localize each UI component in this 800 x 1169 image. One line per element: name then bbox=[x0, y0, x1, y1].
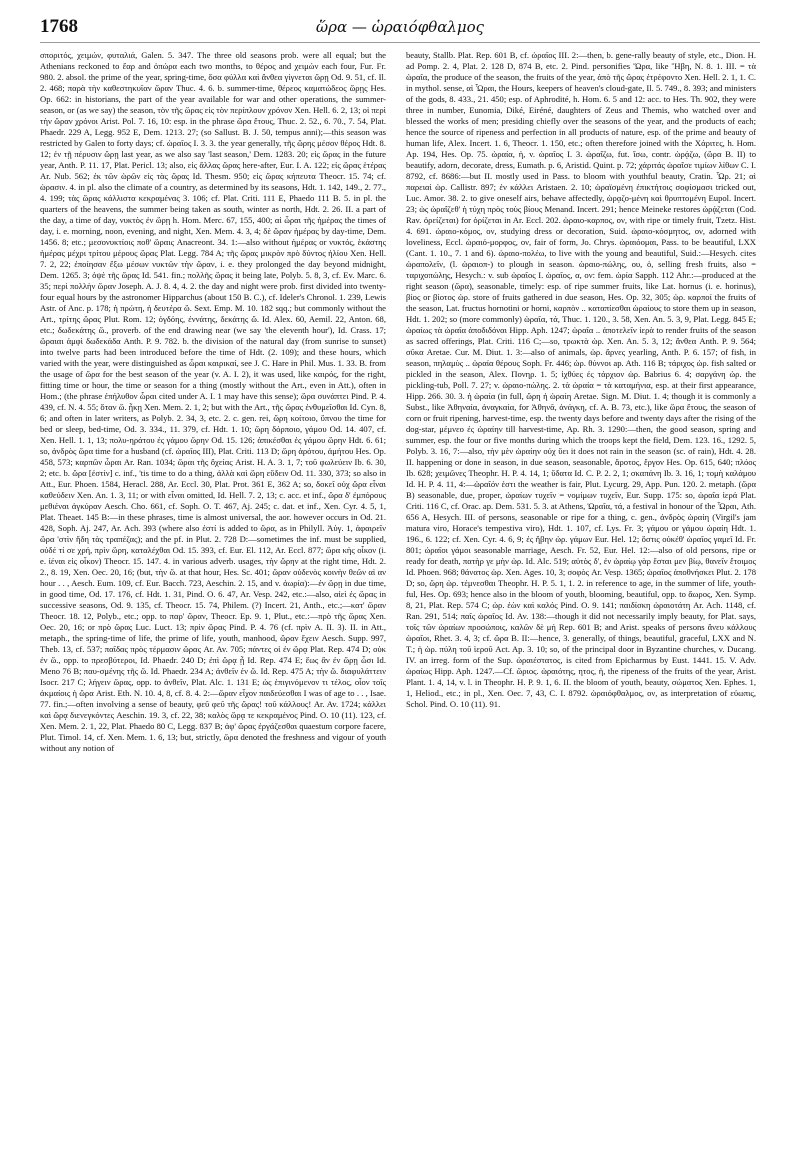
page-number: 1768 bbox=[40, 16, 78, 37]
running-headword: ὥρα — ὡραιόφθαλμος bbox=[315, 18, 485, 36]
right-column-text: beauty, Stallb. Plat. Rep. 601 B, cf. ὡραῖος III. 2:—then, b. gene-rally beauty of style, etc., Dion. H. ad Pomp. 2. 4, Plat. 2. 128 D, 874 B, etc. 2. Pind. personifies Ὥρα, like Ἥβη, N. 8. 1. III. = τὰ ὡραῖα, the produce of the season, the fruits of the year, ἀπὸ τῆς ὥρας ἐτρέφοντο Xen. Hell. 2. 1, 1. C. in mythol. sense, αἱ Ὧραι, the Hours, keepers of heaven's cloud-gate, Il. 5. 749., 8. 393; and ministers of the gods, 8. 433., 21. 450; esp. of Aphrodité, h. Hom. 6. 5 and 12: acc. to Hes. Th. 902, they were three in number, Eunomia, Diké, Eiréné, daughters of Zeus and Themis, who watched over and blessed the works of men; presiding chiefly over the seasons of the year, and the products of each; hence the source of ripeness and perfection in all products of nature, esp. of the prime and beauty of human life, Alex. Incert. 1. 6, Theocr. 1. 150, etc.; often therefore joined with the Χάριτες, h. Hom. Ap. 194, Hes. Op. 75. ὡραία, ἡ, v. ὡραῖος I. 3. ὡραΐζω, fut. ἴσω, contr. ὡρᾴζω, (ὥρα B. II) to beautify, adorn, decorate, dress, Eumath. p. 6, Aristid. Quint. p. 72; χάριτάς ὡραΐσε τιμίων λίθων C. I. 8792, cf. 8686:—but II. mostly used in Pass. to bloom with youthful beauty, Cratin. Ὧρ. 21; αἱ παρειαὶ ὡρ. Callistr. 897; ἐν κάλλει Aristaen. 2. 10; ὡραϊσμένη ἐπικτήτοις σοφίσμασι tricked out, Luc. Amor. 38. 2. to give oneself airs, behave affectedly, ὡρᾳζο-μένη καὶ θρυπτομένη Eupol. Incert. 23; ὡς ὡραΐζεθ' ἡ τύχη πρὸς τοὺς βίους Menand. Incert. 291; hence Meineke restores ὡρᾴζεται (Cod. Rav. ὀρείζεται) for ὀρίζεται in Ar. Eccl. 202. ὡραιο-καρπος, ον, with ripe or timely fruit, Tzetz. Hist. 4. 691. ὡραιο-κόμος, ον, studying dress or decoration, Suid. ὡραιο-κόσμητος, ον, adorned with loveliness, Eccl. ὡραιό-μορφος, ον, fair of form, Jo. Chrys. ὡραιόομαι, Pass. to be beautiful, LXX (Cant. 1. 10., 7. 1 and 6). ὡραιο-πολέω, to live with the young and beautiful, Suid.:—Hesych. cites ὡραπολεῖν, (l. ὡραιοπ-) to plough in season. ὡραιο-πώλης, ου, ὁ, selling fresh fruits, also = ταριχοπώλης, Hesych.: v. sub ὡραῖος I. ὡραῖος, α, ον: fem. ὡρία Sapph. 112 Ahr.:—produced at the right season (ὥρα), seasonable, timely: esp. of ripe summer fruits, like Lat. hornus (i. e. horinus), βίος or βίοτος ὡρ. store of fruits gathered in due season, Hes. Op. 32, 305; ὡρ. καρποί the fruits of the season, Lat. fructus hornotini or horni, καρπὸν .. καταπίεσθαι ὡραίους to store them up in season, Hdt. 1. 202; so (more commonly) ὡραῖα, τά, Thuc. 1. 120., 3. 58, Xen. An. 5. 3, 9, Plat. Legg. 845 E; ὡραίως τὰ ὡραῖα ἀποδιδόναι Hipp. Aph. 1247; ὡραῖα .. ἀποτελεῖν ἱερὰ to render fruits of the season as sacred offerings, Plat. Criti. 116 C;—so, τρωκτὰ ὡρ. Xen. An. 5. 3, 12; ἄνθεα Anth. P. 9. 564; σῦκα Aretae. Cur. M. Diut. 1. 3:—also of animals, ὡρ. ἄρνες yearling, Anth. P. 6. 157; of fish, in season, πηλαμὺς .. ὡραία θέρους Soph. Fr. 446; ὡρ. θύννοι ap. Ath. 116 B; τάριχος ὡρ. fish salted or pickled in the season, Alex. Πονηρ. 1. 5; ἰχθύες ἐς τάρχιον ὡρ. Babrius 6. 4; σαργάνη ὡρ. the pickling-tub, Poll. 7. 27; v. ὡραιο-πώλης. 2. τὰ ὡραία = τὰ καταμήνια, esp. at their first appearance, Hipp. 266. 30. 3. ἡ ὡραία (in full, ὥρη ἡ ὡραίη Aretae. Sign. M. Diut. 1. 4; though it is commonly a Subst., like Ἀθηναία, ἀναγκαία, for Ἀθηνᾶ, ἀνάγκη, cf. A. B. 73, etc.), like ὥρα ἔτους, the season of corn or fruit ripening, harvest-time, esp. the twenty days before and twenty days after the rising of the dog-star, μέμνεο ἐς ὡραίην till harvest-time, Ap. Rh. 3. 1290:—then, the good season, spring and summer, esp. the four or five months during which the troops kept the field, Dem. 123. 16., 1292. 5, Polyb. 3. 16, 7:—also, τὴν μὲν ὡραίην οὐχ ὕει it does not rain in the season (sc. of rain), Hdt. 4. 28. II. happening or done in season, in due season, seasonable, ἄροτος, ἔργον Hes. Op. 615, 640; πλόος Ib. 628; χειμῶνες Theophr. H. P. 4. 14, 1; ὕδατα Id. C. P. 2. 2, 1; σκαπάνη Ib. 3. 16, 1; τομὴ καλάμου Id. H. P. 4. 11, 4:—ὡραῖόν ἐστι the weather is fair, Plut. Lycurg. 29, App. Pun. 120. 2. metaph. (ὥρα B) seasonable, due, proper, ὡραίων τυχεῖν = νομίμων τυχεῖν, Eur. Supp. 175: so, ὡραῖα ἱερά Plat. Criti. 116 C, cf. Orac. ap. Dem. 531. 5. 3. at Athens, Ὡραῖα, τά, a festival in honour of the Ὧραι, Ath. 656 A, Hesych. III. of persons, seasonable or ripe for a thing, c. gen., ἀνδρὸς ὡραίη (Virgil's jam matura viro, Horace's tempestiva viro), Hdt. 1. 107, cf. Lys. Fr. 3; γάμου or γάμου ὡραίη Hdt. 1. 196., 6. 122; cf. Xen. Cyr. 4. 6, 9; ἐς ἥβην ὡρ. γάμων Eur. Hel. 12; ὅστις οὐκέθ' ὡραῖος γαμεῖ Id. Fr. 801; ὡραῖοι γάμοι seasonable marriage, Aesch. Fr. 52, Eur. Hel. 12:—also of old persons, ripe or ready for death, πατὴρ γε μὴν ὡρ. Id. Alc. 519; αὐτὸς δ', ἐν ὡραίῳ γὰρ ἔσται μεν βίῳ, θανεῖν ἕτοιμος Id. Phoen. 968; θάνατος ὡρ. Xen. Ages. 10, 3; σοφὸς Ar. Vesp. 1365; ὡραῖος ἀποθνήσκει Plut. 2. 178 D; so, ὥρη ὡρ. τέμνεσθαι Theophr. H. P. 5. 1, 1. 2. in reference to age, in the summer of life, youth-ful, Hes. Op. 693; hence also in the bloom of youth, blooming, beautiful, opp. to ἄωρος, Xen. Symp. 8, 21, Plat. Rep. 574 C; ὡρ. ἐὼν καὶ καλός Pind. O. 9. 141; παιδίσκη ὡραιοτάτη Ar. Ach. 1148, cf. Ran. 291, 514; παῖς ὡραῖος Id. Av. 138:—though it did not necessarily imply beauty, for Plat. says, τοῖς τῶν ὡραίων προσώποις, καλῶν δὲ μή Rep. 601 B; and Arist. speaks of persons ἄνευ κάλλους ὡραῖοι, Rhet. 3. 4, 3; cf. ὥρα B. II:—hence, 3. generally, of things, beautiful, graceful, LXX and N. T.; ἡ ὡρ. πύλη τοῦ ἱεροῦ Act. Ap. 3. 10; so, of the principal door in Byzantine churches, v. Ducang. IV. an irreg. form of the Sup. ὡραιέστατος, is cited from Epicharmus by Eust. 1441. 15. V. Adv. ὡραίως Hipp. Aph. 1247.—Cf. ὥριος. ὡραιότης, ητος, ἡ, the ripeness of the fruits of the year, Arist. Plant. 1. 4, 14, v. l. in Theophr. H. P. 9. 1, 6. II. the bloom of youth, beauty, σώματος Xen. Ephes. 1, 1, Heliod., etc.; in pl., Xen. Oec. 7, 43, C. I. 8792. ὡραιόφθαλμος, ον, as interpretation of εὐωπις, Schol. Pind. O. 10 (11). 91. bbox=[406, 50, 756, 709]
left-column bbox=[40, 50, 386, 1158]
page-header bbox=[40, 16, 760, 43]
right-column bbox=[406, 50, 756, 1158]
left-column-text: σποριτός, χειμών, φυταλιά, Galen. 5. 347. The three old seasons prob. were all equal; but the Athenians reckoned to ἔαρ and ὀπώρα each two months, to θέρος and χειμών each four, Fur. Fr. 980. 2. absol. the prime of the year, spring-time, ὅσα φύλλα καὶ ἄνθεα γίγνεται ὥρῃ Od. 9. 51, cf. Il. 2. 468; παρὰ τὴν καθεστηκυῖαν ὥραν Thuc. 4. 6. b. summer-time, θέρεος καματώδεος ὥρῃς Hes. Op. 662: in historians, the part of the year available for war and other operations, the summer-season, or (as we say) the season, τὸν τῆς ὥρας εἰς τὸν περίπλουν χρόνον Xen. Hell. 6. 2, 13; οἱ περὶ τὴν ὥραν χρόνοι Arist. Pol. 7. 16, 10: esp. in the phrase ὥρα ἔτους, Thuc. 2. 52., 6. 70., 7. 54, Plat. Phaedr. 229 A, Legg. 952 E, Dem. 1213. 27; (so Sallust. B. J. 50, tempus anni);—this season was restricted by Galen to forty days; cf. ὡραῖος I. 3. 3. the year generally, τῆς ὥρης μέσον θέρος Hdt. 8. 12; ἐν τῇ πέρυσιν ὥρῃ last year, as we also say 'last season,' Dem. 1283. 20; εἰς ὥρας in the future year, Anth. P. 11. 17, Plat. Pericl. 13; also, εἰς ἄλλας ὥρας here-after, Eur. I. A. 122; εἰς ὥρας ἑτέρας Ar. Nub. 562; ἐκ τῶν ὡρῶν εἰς τὰς ὥρας Id. Thesm. 950; εἰς ὥρας κήπευτα Theocr. 15. 74; cf. ὡρασιν. 4. in pl. also the climate of a country, as determined by its seasons, Hdt. 1. 142, 149., 2. 77., 4. 199; τὰς ὥρας κάλλιστα κεκραμένας 3. 106; cf. Plat. Criti. 111 E, Phaedo 111 B. 5. in pl. the quarters of the heavens, the summer being taken as south, winter as north, Hdt. 2. 26. II. a part of the day, a time of day, νυκτὸς ἐν ὥρῃ h. Hom. Merc. 67, 155, 400; αἱ ὧραι τῆς ἡμέρας the times of day, i. e. morning, noon, evening, and night, Xen. Mem. 4. 3, 4; δὲ ὥραν ἡμέρας by day-time, Dem. 1456. 8; etc.; μεσονυκτίοις ποθ' ὥραις Anacreont. 34. 1:—also without ἡμέρας or νυκτός, ἑκάστης ἡμέρας μέχρι τρίτου μέρους ὥρας Plat. Legg. 784 A; τῆς ὥρας μικρὸν πρὸ δύντος ἡλίου Xen. Hell. 7. 2, 22; ἐποίησαν ἔξω μέσων νυκτῶν τὴν ὥραν, i. e. they prolonged the day beyond midnight, Dem. 1265. 3; ὀψὲ τῆς ὥρας Id. 541. fin.; πολλῆς ὥρας it being late, Polyb. 5. 8, 3, cf. Ev. Marc. 6. 35; περὶ πολλὴν ὥραν Joseph. A. J. 8. 4, 4. 2. the day and night were prob. first divided into twenty-four equal hours by the astronomer Hipparchus (about 150 B. C.), cf. Ideler's Chronol. 1. 239, Lewis Astr. of Anc. p. 178; ἡ πρώτη, ἡ δευτέρα ὥ. Sext. Emp. M. 10. 182 sqq.; but commonly without the Art., τρίτης ὥρας Plut. Rom. 12; ὀγδόης, ἐννάτης, δεκάτης ὥ. Id. Alex. 60, Aemil. 22, Anton. 68, etc.; δωδεκάτης ὥ., proverb. of the end drawing near (we say 'the eleventh hour'), Id. Crass. 17; ὥραιαι ἀμφὶ δωδεκάδα Anth. P. 9. 782. b. the division of the natural day (from sunrise to sunset) into twelve parts had been introduced before the time of Hdt. (2. 109); and these hours, which varied with the year, were distinguished as ὧραι καιρικαί, see J. C. Hare in Phil. Mus. 1. 33. B. from the usage of ὥρα for the best season of the year (v. A. I. 2), it was used, like καιρός, for the right, fitting time or hour, the time or season for a thing (mostly without the Art., even in Att.), often in Hom.; (the phrase ἐπήλυθον ὧραι cited under A. I. 1 may have this sense); ὥρα συνάπτει Pind. P. 4. 439, cf. N. 4. 55; ὅταν ὥ. ᾖκῃ Xen. Mem. 2. 1, 2; but with the Art., τῆς ὥρας ἐνθυμεῖσθαι Id. Cyn. 8, 6; and often in later writers, as Polyb. 2. 34, 3, etc. 2. c. gen. rei, ὥρη κοίτοιο, ὕπνου the time for bed or sleep, bed-time, Od. 3. 334., 11. 379, cf. Hdt. 1. 10; ὥρη δόρποιο, γάμου Od. 14. 407, cf. Xen. Hell. 1. 1, 13; πολυ-ηράτου ἐς γάμου ὥρην Od. 15. 126; ἀπικέσθαι ἐς γάμου ὥρην Hdt. 6. 61; so, ἀνδρὸς ὥρα time for a husband (cf. ὡραῖος III), Plat. Criti. 113 D; ὥρη ἀρότου, ἀμήτου Hes. Op. 458, 573; καρπῶν ὧραι Ar. Ran. 1034; ὥραι τῆς ὄχείας Arist. H. A. 3. 1, 7; τοῦ φωλεύειν Ib. 6. 30, 2; etc. b. ὥρα [ἐστίν] c. inf., 'tis time to do a thing, ἀλλὰ καὶ ὥρη εὕδειν Od. 11. 330, 373; so also in Att., Eur. Phoen. 1584, Heracl. 288, Ar. Eccl. 30, Plat. Prot. 361 E, 362 A; so, δοκεῖ οὐχ ὥρα εἶναι καθεύδειν Xen. An. 1. 3, 11; or with εἶναι omitted, Id. Hell. 7. 2, 13; c. acc. et inf., ὥρα δ' ἐμπόρους μεθιέναι ἀγκύραν Aesch. Cho. 661, cf. Soph. O. T. 467, Aj. 245; c. dat. et inf., Xen. Cyr. 4. 5, 1, Plat. Theaet. 145 B:—in these phrases, time is almost universal, the aor. however occurs in Od. 21. 428, Soph. Aj. 247, Ar. Ach. 393 (where also ἐστί is added to ὥρα, as in Philyll. Ἀὐγ. 1, ἀφαιρεῖν ὥρα 'στὶν ἤδη τὰς τραπέζας); and the pf. in Plut. 2. 728 D:—sometimes the inf. must be supplied, οὐδέ τί σε χρή, πρὶν ὥρη, καταλέχθαι Od. 15. 393, cf. Eur. El. 112, Ar. Eccl. 877; ὥρα κὴς οἶκον (i. e. ἰέναι εἰς οἶκον) Theocr. 15. 147. 4. in various adverb. usages, τὴν ὥρην at the right time, Hdt. 2. 2., 8. 19, Xen. Oec. 20, 16; (but, τὴν ὥ. at that hour, Hes. Sc. 401; ὥραν οὐδενὸς κοινὴν θεῶν αἱ αν hour . . , Aesch. Eum. 109, cf. Eur. Bacch. 723, Aeschin. 2. 15, and v. ἀωρία):—ἐν ὥρῃ in due time, in good time, Od. 17. 176, cf. Hdt. 1. 31, Pind. O. 6. 47, Ar. Vesp. 242, etc.:—also, αἰεὶ ἐς ὥρας in successive seasons, Od. 9. 135, cf. Theocr. 15. 74, Philem. (?) Incert. 21, Anth., etc.;—κατ' ὥραν Theocr. 18. 12, Polyb., etc.; opp. to παρ' ὥραν, Theocr. Ep. 9. 1, Plut., etc.:—πρὸ τῆς ὥρας Xen. Oec. 20, 16; or πρὸ ὥρας Luc. Luct. 13; πρὶν ὥρας Pind. P. 4. 76 (cf. πρὶν A. II. 3). II. in Att., metaph., the spring-time of life, the prime of life, youth, manhood, ὥραν ἔχειν Aesch. Supp. 997, Theb. 13, cf. 537; παῖδας πρὸς τέρμασιν ὥρας Ar. Av. 705; πάντες οἱ ἐν ὥρᾳ Plat. Rep. 474 D; οὐκ ἐν ὥ., opp. to πρεσβύτεροι, Id. Phaedr. 240 D; ἐπὶ ὥρᾳ ᾖ Id. Rep. 474 E; ἕως ἂν ἐν ὥρῃ ὦσι Id. Meno 76 B; παυ-σμένης τῆς ὥ. Id. Phaedr. 234 A; ἀνθεῖν ἐν ὥ. Id. Rep. 475 A; τὴν ὥ. διαφυλάττειν Isocr. 217 C; λήγειν ὥρας, opp. to ἀνθεῖν, Plat. Alc. 1. 131 E; ὡς ἐπιγινόμενον τι τέλος, οἷον τοῖς ἀκμαίοις ἡ ὥρα Arist. Eth. N. 10. 4, 8, cf. 8. 4. 2:—ὥραν εἶχον παιδεύεσθαι I was of age to . . , Isae. 77. fin.;—often involving a sense of beauty, φεῦ φεῦ τῆς ὥρας! τοῦ κάλλους! Ar. Av. 1724; κάλλει καὶ ὥρᾳ διενεγκόντες Aeschin. 19. 3, cf. 22, 38; καλὸς ὥρᾳ τε κεκραμένος Pind. O. 10 (11). 123, cf. Xen. Mem. 2. 1, 22, Plat. Phaedo 80 C, Legg. 837 B; ἀφ' ὥρας ἐργάζεσθαι quaestum corpore facere, Plut. Timol. 14, cf. Xen. Mem. 1. 6, 13; but, strictly, ὥρα denoted the freshness and vigour of youth without any notion of bbox=[40, 50, 386, 753]
